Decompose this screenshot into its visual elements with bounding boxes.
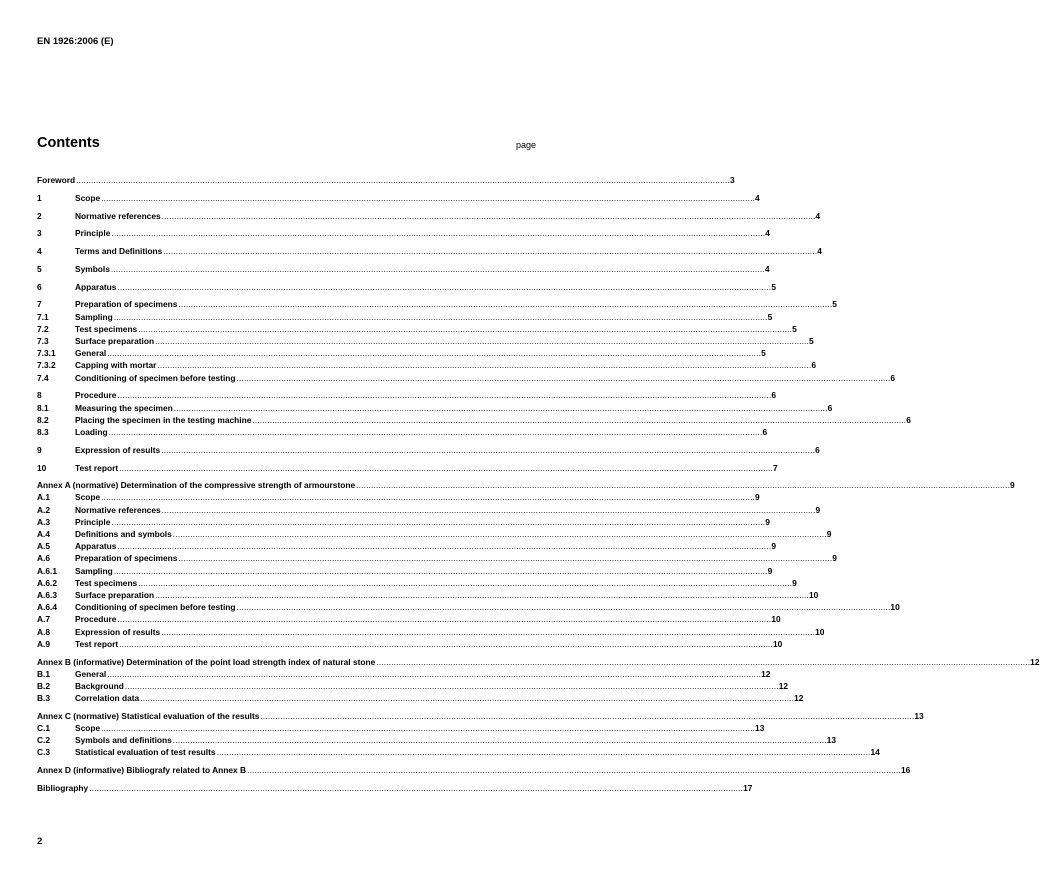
toc-entry-number: 7.3: [37, 336, 49, 347]
dot-leader: [116, 613, 771, 625]
toc-entry-title: General: [75, 348, 107, 359]
toc-entry-number: A.8: [37, 626, 51, 637]
dot-leader: [118, 638, 773, 650]
dot-leader: [100, 491, 755, 503]
toc-entry-title: Preparation of specimens: [75, 299, 178, 310]
dot-leader: [110, 516, 765, 528]
toc-entry-title: Principle: [75, 228, 111, 239]
dot-leader: [259, 710, 914, 722]
toc-entry[interactable]: [37, 638, 783, 650]
toc-entry-title: Statistical evaluation of test results: [75, 747, 216, 758]
toc-entry-page: 9: [1010, 480, 1015, 491]
toc-entry-page: 13: [914, 710, 924, 721]
toc-entry-page: 3: [730, 175, 735, 185]
table-of-contents: [37, 174, 1040, 794]
toc-entry[interactable]: [37, 692, 804, 704]
dot-leader: [75, 174, 730, 186]
toc-entry-title: Symbols: [75, 263, 110, 274]
document-header: EN 1926:2006 (E): [37, 36, 114, 47]
toc-entry[interactable]: [37, 528, 832, 540]
toc-entry-title: Scope: [75, 723, 101, 734]
toc-entry-number: 8.2: [37, 414, 49, 425]
dot-leader: [88, 782, 743, 794]
toc-entry-page: 9: [815, 504, 821, 515]
toc-entry-page: 10: [809, 589, 819, 600]
toc-entry[interactable]: [37, 746, 880, 758]
toc-entry-page: 7: [773, 462, 778, 473]
toc-entry[interactable]: [37, 734, 837, 746]
toc-entry-number: 5: [37, 263, 42, 274]
toc-entry-title: Symbols and definitions: [75, 735, 172, 746]
toc-entry-page: 5: [832, 299, 837, 310]
toc-entry-number: 8.3: [37, 426, 49, 437]
toc-entry-page: 13: [755, 723, 765, 734]
dot-leader: [110, 227, 765, 239]
toc-entry-page: 9: [767, 565, 773, 576]
toc-entry-number: A.4: [37, 529, 51, 540]
toc-entry-title: Conditioning of specimen before testing: [75, 372, 236, 383]
toc-entry-number: 1: [37, 192, 42, 203]
toc-entry-page: 10: [773, 638, 783, 649]
toc-entry-title: Expression of results: [75, 626, 161, 637]
toc-entry-title: Loading: [75, 426, 108, 437]
toc-entry-title: Test specimens: [75, 577, 138, 588]
toc-entry-title: Surface preparation: [75, 589, 155, 600]
toc-entry-title: Sampling: [75, 311, 113, 322]
dot-leader: [375, 656, 1030, 668]
toc-entry-page: 12: [1030, 656, 1040, 667]
toc-entry-page: 6: [811, 360, 816, 371]
dot-leader: [116, 540, 771, 552]
toc-entry-title: Foreword: [37, 175, 76, 185]
page-number: 2: [37, 836, 43, 847]
dot-leader: [160, 444, 815, 456]
toc-entry-page: 9: [765, 516, 770, 527]
page-column-label: page: [516, 140, 537, 150]
dot-leader: [246, 764, 901, 776]
toc-entry-number: 8.1: [37, 402, 49, 413]
toc-entry-title: Procedure: [75, 614, 117, 625]
toc-entry-number: B.1: [37, 668, 51, 679]
toc-entry-title: Normative references: [75, 504, 161, 515]
toc-entry-page: 9: [792, 577, 797, 588]
dot-leader: [110, 263, 765, 275]
dot-leader: [100, 722, 755, 734]
toc-entry-page: 12: [778, 680, 789, 691]
toc-entry-page: 12: [794, 693, 804, 704]
toc-entry-title: Annex A (normative) Determination of the compressive strength of armourstone: [37, 480, 356, 491]
toc-entry-title: Normative references: [75, 210, 161, 221]
dot-leader: [106, 668, 761, 680]
dot-leader: [100, 192, 755, 204]
toc-entry[interactable]: [37, 174, 735, 186]
dot-leader: [154, 589, 809, 601]
toc-entry-number: 7.1: [37, 311, 49, 322]
toc-entry-number: A.6.4: [37, 602, 58, 613]
toc-entry-number: B.2: [37, 680, 51, 691]
dot-leader: [116, 389, 771, 401]
toc-entry-number: 8: [37, 390, 42, 401]
toc-entry-title: Test specimens: [75, 323, 138, 334]
dot-leader: [236, 601, 891, 613]
toc-entry-title: Conditioning of specimen before testing: [75, 602, 236, 613]
toc-entry-number: 7.3.1: [37, 348, 56, 359]
dot-leader: [160, 626, 815, 638]
toc-entry[interactable]: [37, 227, 770, 239]
toc-entry[interactable]: [37, 372, 896, 384]
toc-entry-page: 6: [890, 372, 896, 383]
page-title: Contents: [37, 135, 100, 151]
toc-entry-title: Apparatus: [75, 281, 117, 292]
dot-leader: [137, 577, 792, 589]
toc-entry[interactable]: [37, 210, 821, 222]
toc-entry[interactable]: [37, 504, 821, 516]
toc-entry-number: 10: [37, 462, 47, 473]
toc-entry-number: 2: [37, 210, 42, 221]
toc-entry-number: A.7: [37, 614, 51, 625]
toc-entry-number: 7.3.2: [37, 360, 56, 371]
toc-entry-page: 16: [900, 765, 911, 776]
dot-leader: [355, 479, 1010, 491]
toc-entry-number: A.9: [37, 638, 51, 649]
toc-entry-page: 4: [817, 246, 822, 257]
toc-entry-number: 3: [37, 228, 42, 239]
toc-entry[interactable]: [37, 668, 771, 680]
toc-entry-page: 4: [755, 192, 760, 203]
dot-leader: [173, 402, 828, 414]
toc-entry-page: 10: [815, 626, 825, 637]
dot-leader: [177, 552, 832, 564]
toc-entry-number: A.6.3: [37, 589, 58, 600]
dot-leader: [162, 245, 817, 257]
toc-entry-title: Annex C (normative) Statistical evaluation of the results: [37, 710, 260, 721]
dot-leader: [156, 359, 811, 371]
toc-entry[interactable]: [37, 626, 825, 638]
toc-entry-number: 4: [37, 246, 42, 257]
toc-entry-page: 12: [761, 668, 771, 679]
toc-entry[interactable]: [37, 601, 900, 613]
toc-entry-title: Principle: [75, 516, 111, 527]
toc-entry[interactable]: [37, 192, 760, 204]
toc-entry-page: 10: [890, 602, 900, 613]
toc-entry-page: 6: [827, 402, 833, 413]
dot-leader: [139, 692, 794, 704]
toc-entry-number: 7: [37, 299, 42, 310]
toc-entry[interactable]: [37, 462, 778, 474]
toc-entry-page: 5: [809, 336, 814, 347]
dot-leader: [113, 311, 768, 323]
toc-entry-title: Correlation data: [75, 693, 140, 704]
toc-entry-page: 6: [762, 426, 768, 437]
toc-entry-page: 4: [764, 263, 770, 274]
toc-entry-number: 6: [37, 281, 42, 292]
toc-entry[interactable]: [37, 710, 924, 722]
toc-entry-number: B.3: [37, 693, 51, 704]
toc-entry-number: C.3: [37, 747, 51, 758]
toc-entry[interactable]: [37, 426, 768, 438]
toc-entry[interactable]: [37, 722, 765, 734]
toc-entry-page: 6: [771, 390, 776, 401]
toc-entry-number: C.2: [37, 735, 51, 746]
dot-leader: [106, 347, 761, 359]
toc-entry-title: Capping with mortar: [75, 360, 157, 371]
toc-entry[interactable]: [37, 656, 1040, 668]
toc-entry[interactable]: [37, 298, 837, 310]
toc-entry-number: C.1: [37, 723, 51, 734]
toc-entry[interactable]: [37, 680, 789, 692]
toc-entry-title: Bibliography: [37, 782, 89, 793]
toc-entry[interactable]: [37, 263, 770, 275]
toc-entry[interactable]: [37, 613, 781, 625]
toc-entry-page: 10: [771, 614, 781, 625]
toc-entry-title: Scope: [75, 192, 101, 203]
toc-entry-title: Scope: [75, 492, 101, 503]
toc-entry[interactable]: [37, 245, 822, 257]
toc-entry-title: Test report: [75, 462, 119, 473]
toc-entry-number: A.6: [37, 553, 51, 564]
dot-leader: [236, 372, 891, 384]
toc-entry-number: A.1: [37, 492, 51, 503]
toc-entry[interactable]: [37, 414, 911, 426]
toc-entry[interactable]: [37, 589, 819, 601]
dot-leader: [161, 210, 816, 222]
toc-entry-page: 14: [870, 747, 880, 758]
toc-entry[interactable]: [37, 577, 797, 589]
toc-entry-number: 9: [37, 444, 42, 455]
toc-entry-title: Apparatus: [75, 541, 117, 552]
toc-entry-page: 9: [832, 553, 837, 564]
toc-entry-number: A.6.2: [37, 577, 58, 588]
toc-entry[interactable]: [37, 389, 776, 401]
toc-entry[interactable]: [37, 479, 1015, 491]
toc-entry[interactable]: [37, 782, 753, 794]
toc-entry-title: Sampling: [75, 565, 113, 576]
dot-leader: [251, 414, 906, 426]
toc-entry-page: 17: [743, 782, 753, 793]
toc-entry-page: 9: [826, 529, 832, 540]
dot-leader: [216, 746, 871, 758]
toc-entry-page: 5: [792, 323, 797, 334]
toc-entry-page: 9: [771, 541, 776, 552]
toc-entry-page: 9: [755, 492, 760, 503]
dot-leader: [172, 528, 827, 540]
toc-entry-title: Annex D (informative) Bibliografy related to Annex B: [37, 765, 247, 776]
toc-entry-page: 13: [826, 735, 837, 746]
toc-entry-page: 4: [815, 210, 821, 221]
toc-entry[interactable]: [37, 516, 770, 528]
toc-entry[interactable]: [37, 347, 766, 359]
dot-leader: [137, 323, 792, 335]
toc-entry-number: A.5: [37, 541, 51, 552]
toc-entry-title: Annex B (informative) Determination of the point load strength index of natural stone: [37, 656, 376, 667]
toc-entry-number: 7.2: [37, 323, 49, 334]
toc-entry[interactable]: [37, 281, 776, 293]
toc-entry[interactable]: [37, 540, 776, 552]
toc-entry[interactable]: [37, 491, 760, 503]
toc-entry-title: Definitions and symbols: [75, 529, 172, 540]
dot-leader: [154, 335, 809, 347]
dot-leader: [161, 504, 816, 516]
toc-entry[interactable]: [37, 311, 773, 323]
dot-leader: [118, 462, 773, 474]
toc-entry-number: A.3: [37, 516, 51, 527]
toc-entry[interactable]: [37, 444, 820, 456]
dot-leader: [177, 298, 832, 310]
dot-leader: [172, 734, 827, 746]
dot-leader: [108, 426, 763, 438]
toc-entry-title: Test report: [75, 638, 119, 649]
toc-entry-page: 5: [761, 348, 766, 359]
toc-entry[interactable]: [37, 552, 837, 564]
toc-entry[interactable]: [37, 764, 911, 776]
toc-entry-title: Surface preparation: [75, 336, 155, 347]
toc-entry-title: Expression of results: [75, 444, 161, 455]
toc-entry-number: A.2: [37, 504, 51, 515]
toc-entry-title: Preparation of specimens: [75, 553, 178, 564]
toc-entry[interactable]: [37, 323, 797, 335]
toc-entry-page: 5: [771, 281, 776, 292]
toc-entry-title: Terms and Definitions: [75, 246, 163, 257]
toc-entry-title: Placing the specimen in the testing machine: [75, 414, 252, 425]
toc-entry[interactable]: [37, 359, 816, 371]
toc-entry[interactable]: [37, 335, 814, 347]
toc-entry-title: Procedure: [75, 390, 117, 401]
dot-leader: [113, 565, 768, 577]
toc-entry-title: General: [75, 668, 107, 679]
toc-entry-page: 6: [815, 444, 820, 455]
toc-entry-page: 4: [765, 228, 770, 239]
toc-entry-number: A.6.1: [37, 565, 58, 576]
toc-entry-page: 5: [767, 311, 773, 322]
toc-entry-page: 6: [906, 414, 911, 425]
dot-leader: [116, 281, 771, 293]
dot-leader: [124, 680, 779, 692]
toc-entry-number: 7.4: [37, 372, 49, 383]
toc-entry-title: Background: [75, 680, 124, 691]
toc-entry[interactable]: [37, 402, 833, 414]
toc-entry-title: Measuring the specimen: [75, 402, 173, 413]
toc-entry[interactable]: [37, 565, 773, 577]
